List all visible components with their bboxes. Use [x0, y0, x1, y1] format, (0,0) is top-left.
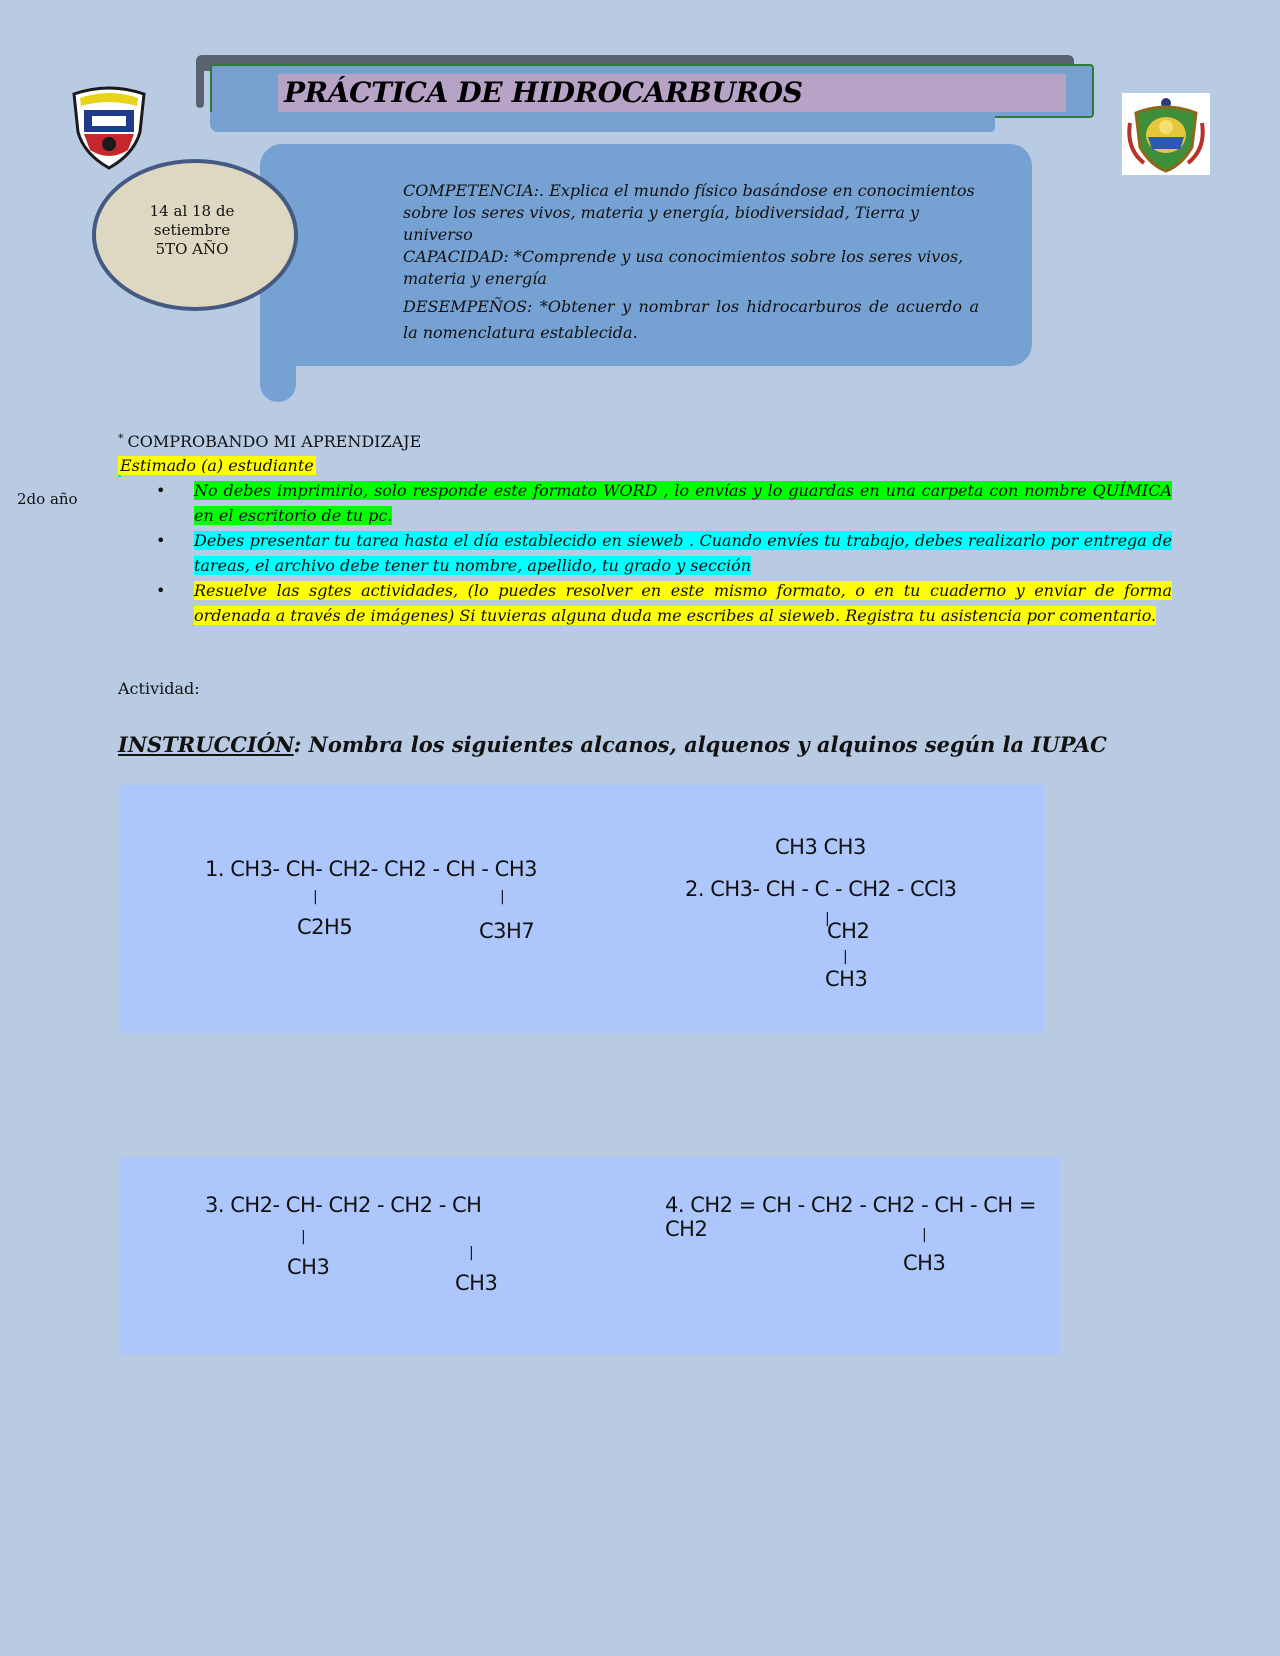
exercise-1-branch-2: C3H7	[479, 919, 535, 943]
instruction-heading	[118, 732, 1107, 757]
bond-line: |	[825, 911, 830, 927]
instruction-2: Debes presentar tu tarea hasta el día establecido en sieweb . Cuando envíes tu trabajo, debes realizarlo por entrega de tareas, el archivo debe tener tu nombre, apellido, tu grado y sección	[194, 531, 1172, 575]
coat-of-arms-icon	[1122, 93, 1210, 175]
bond-line: |	[469, 1245, 474, 1261]
bond-line: |	[313, 889, 318, 905]
desempenos-text: *Obtener y nombrar los hidrocarburos de acuerdo a la nomenclatura establecida.	[403, 297, 979, 342]
exercise-3-formula: 3. CH2- CH- CH2 - CH2 - CH	[205, 1193, 482, 1217]
greeting: Estimado (a) estudiante	[120, 456, 314, 475]
list-item	[150, 528, 1172, 578]
date-oval-text	[132, 202, 252, 259]
bond-line: |	[500, 889, 505, 905]
instructions-list	[150, 478, 1172, 628]
bond-line: |	[843, 949, 848, 965]
exercise-2-branch-2: CH3	[825, 967, 868, 991]
instruction-3: Resuelve las sgtes actividades, (lo puedes resolver en este mismo formato, o en tu cuaderno y enviar de forma ordenada a través de imágenes) Si tuvieras alguna duda me escribes al sieweb. Registra tu asistencia por comentario.	[194, 581, 1172, 625]
bond-line: |	[922, 1227, 927, 1243]
grade-level: 5TO AÑO	[155, 240, 229, 258]
school-crest-logo	[68, 84, 150, 170]
bullet-icon: •	[156, 481, 166, 500]
section-heading-text: COMPROBANDO MI APRENDIZAJE	[127, 432, 422, 451]
side-note: 2do año	[17, 490, 78, 508]
info-panel-scroll-tab	[260, 330, 296, 402]
exercise-image-2	[119, 1157, 1060, 1355]
exercise-4-branch-1: CH3	[903, 1251, 946, 1275]
banner-shadow-edge	[196, 60, 204, 108]
exercise-image-1	[119, 785, 1045, 1033]
date-range: 14 al 18 de	[149, 202, 235, 220]
regional-coat-of-arms-logo	[1122, 93, 1210, 175]
desempenos	[403, 294, 979, 346]
bullet-icon: •	[156, 531, 166, 550]
list-item	[150, 578, 1172, 628]
exercise-1-branch-1: C2H5	[297, 915, 353, 939]
instruction-label: INSTRUCCIÓN	[118, 732, 294, 757]
asterisk-mark: *	[118, 432, 124, 445]
competencia-text: Explica el mundo físico basándose en conocimientos sobre los seres vivos, materia y energía, biodiversidad, Tierra y universo	[403, 181, 975, 244]
competencia-label: COMPETENCIA:.	[403, 181, 545, 200]
exercise-2-top: CH3 CH3	[775, 835, 866, 859]
info-panel-text	[403, 180, 979, 346]
section-heading	[118, 432, 421, 451]
list-item	[150, 478, 1172, 528]
instruction-text: : Nombra los siguientes alcanos, alquenos y alquinos según la IUPAC	[293, 732, 1107, 757]
banner-tail	[210, 112, 995, 132]
exercise-4-formula: 4. CH2 = CH - CH2 - CH2 - CH - CH = CH2	[665, 1193, 1036, 1241]
instruction-1: No debes imprimirlo, solo responde este formato WORD , lo envías y lo guardas en una carpeta con nombre QUÍMICA en el escritorio de tu pc.	[194, 481, 1172, 525]
page-title: PRÁCTICA DE HIDROCARBUROS	[284, 76, 803, 109]
desempenos-label: DESEMPEÑOS:	[403, 297, 533, 316]
capacidad-text: *Comprende y usa conocimientos sobre los seres vivos, materia y energía	[403, 247, 964, 288]
capacidad	[403, 246, 979, 290]
exercise-3-branch-2: CH3	[455, 1271, 498, 1295]
date-month: setiembre	[153, 221, 231, 239]
exercise-3-branch-1: CH3	[287, 1255, 330, 1279]
activity-label: Actividad:	[118, 679, 200, 698]
capacidad-label: CAPACIDAD:	[403, 247, 509, 266]
exercise-2-formula: 2. CH3- CH - C - CH2 - CCl3	[685, 877, 957, 901]
bullet-icon: •	[156, 581, 166, 600]
bond-line: |	[301, 1229, 306, 1245]
competencia	[403, 180, 979, 246]
exercise-1-formula: 1. CH3- CH- CH2- CH2 - CH - CH3	[205, 857, 537, 881]
exercise-2-branch-1: CH2	[827, 919, 870, 943]
